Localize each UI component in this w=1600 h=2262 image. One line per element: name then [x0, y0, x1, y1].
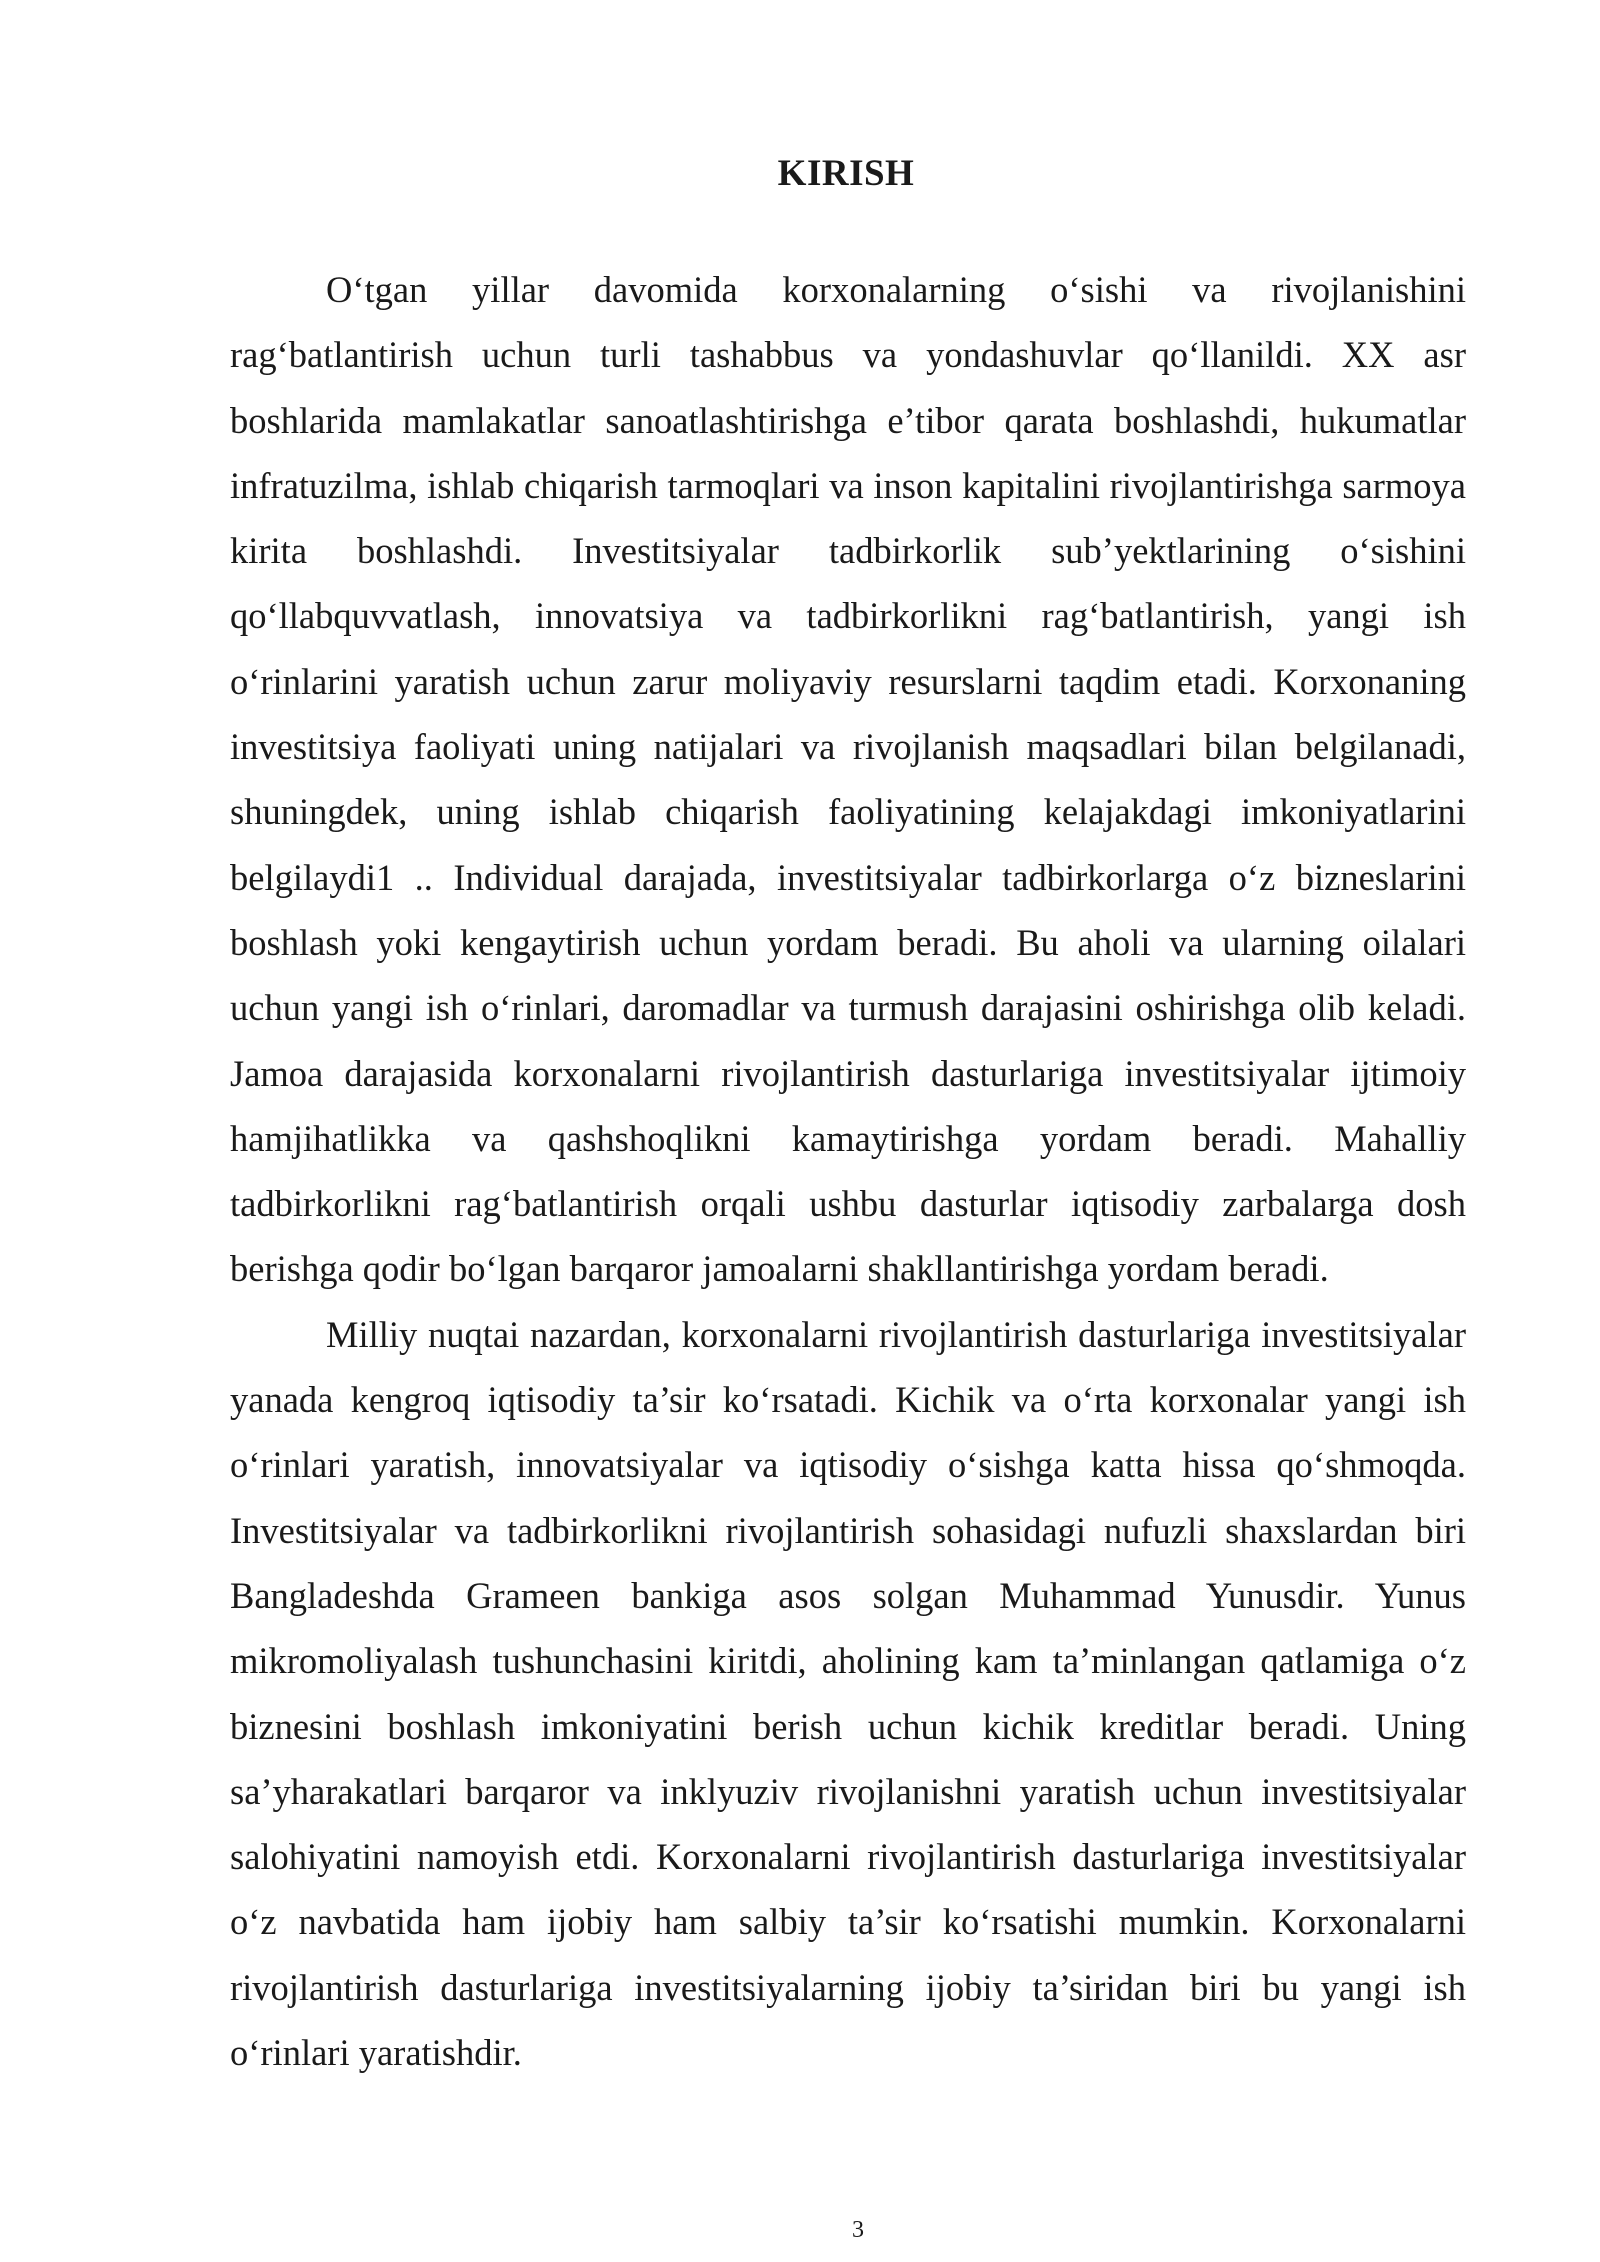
paragraph-2: Milliy nuqtai nazardan, korxonalarni rivojlantirish dasturlariga investitsiyalar yanada kengroq iqtisodiy ta’sir ko‘rsatadi. Kichik va o‘rta korxonalar yangi ish o‘rinlari yaratish, innovatsiyalar va iqtisodiy o‘sishga katta hissa qo‘shmoqda. Investitsiyalar va tadbirkorlikni rivojlantirish sohasidagi nufuzli shaxslardan biri Bangladeshda Grameen bankiga asos solgan Muhammad Yunusdir. Yunus mikromoliyalash tushunchasini kiritdi, aholining kam ta’minlangan qatlamiga o‘z biznesini boshlash imkoniyatini berish uchun kichik kreditlar beradi. Uning sa’yharakatlari barqaror va inklyuziv rivojlanishni yaratish uchun investitsiyalar salohiyatini namoyish etdi. Korxonalarni rivojlantirish dasturlariga investitsiyalar o‘z navbatida ham ijobiy ham salbiy ta’sir ko‘rsatishi mumkin. Korxonalarni rivojlantirish dasturlariga investitsiyalarning ijobiy ta’siridan biri bu yangi ish o‘rinlari yaratishdir.: [230, 1313, 1466, 2074]
page-number: 3: [852, 2217, 864, 2243]
page-title: KIRISH: [777, 153, 915, 194]
body-text: [230, 257, 1466, 2085]
paragraph-1: O‘tgan yillar davomida korxonalarning o‘sishi va rivojlanishini rag‘batlantirish uchun turli tashabbus va yondashuvlar qo‘llanildi. XX asr boshlarida mamlakatlar sanoatlashtirishga e’tibor qarata boshlashdi, hukumatlar infratuzilma, ishlab chiqarish tarmoqlari va inson kapitalini rivojlantirishga sarmoya kirita boshlashdi. Investitsiyalar tadbirkorlik sub’yektlarining o‘sishini qo‘llabquvvatlash, innovatsiya va tadbirkorlikni rag‘batlantirish, yangi ish o‘rinlarini yaratish uchun zarur moliyaviy resurslarni taqdim etadi. Korxonaning investitsiya faoliyati uning natijalari va rivojlanish maqsadlari bilan belgilanadi, shuningdek, uning ishlab chiqarish faoliyatining kelajakdagi imkoniyatlarini belgilaydi1 .. Individual darajada, investitsiyalar tadbirkorlarga o‘z bizneslarini boshlash yoki kengaytirish uchun yordam beradi. Bu aholi va ularning oilalari uchun yangi ish o‘rinlari, daromadlar va turmush darajasini oshirishga olib keladi. Jamoa darajasida korxonalarni rivojlantirish dasturlariga investitsiyalar ijtimoiy hamjihatlikka va qashshoqlikni kamaytirishga yordam beradi. Mahalliy tadbirkorlikni rag‘batlantirish orqali ushbu dasturlar iqtisodiy zarbalarga dosh berishga qodir bo‘lgan barqaror jamoalarni shakllantirishga yordam beradi.: [230, 269, 1466, 1290]
